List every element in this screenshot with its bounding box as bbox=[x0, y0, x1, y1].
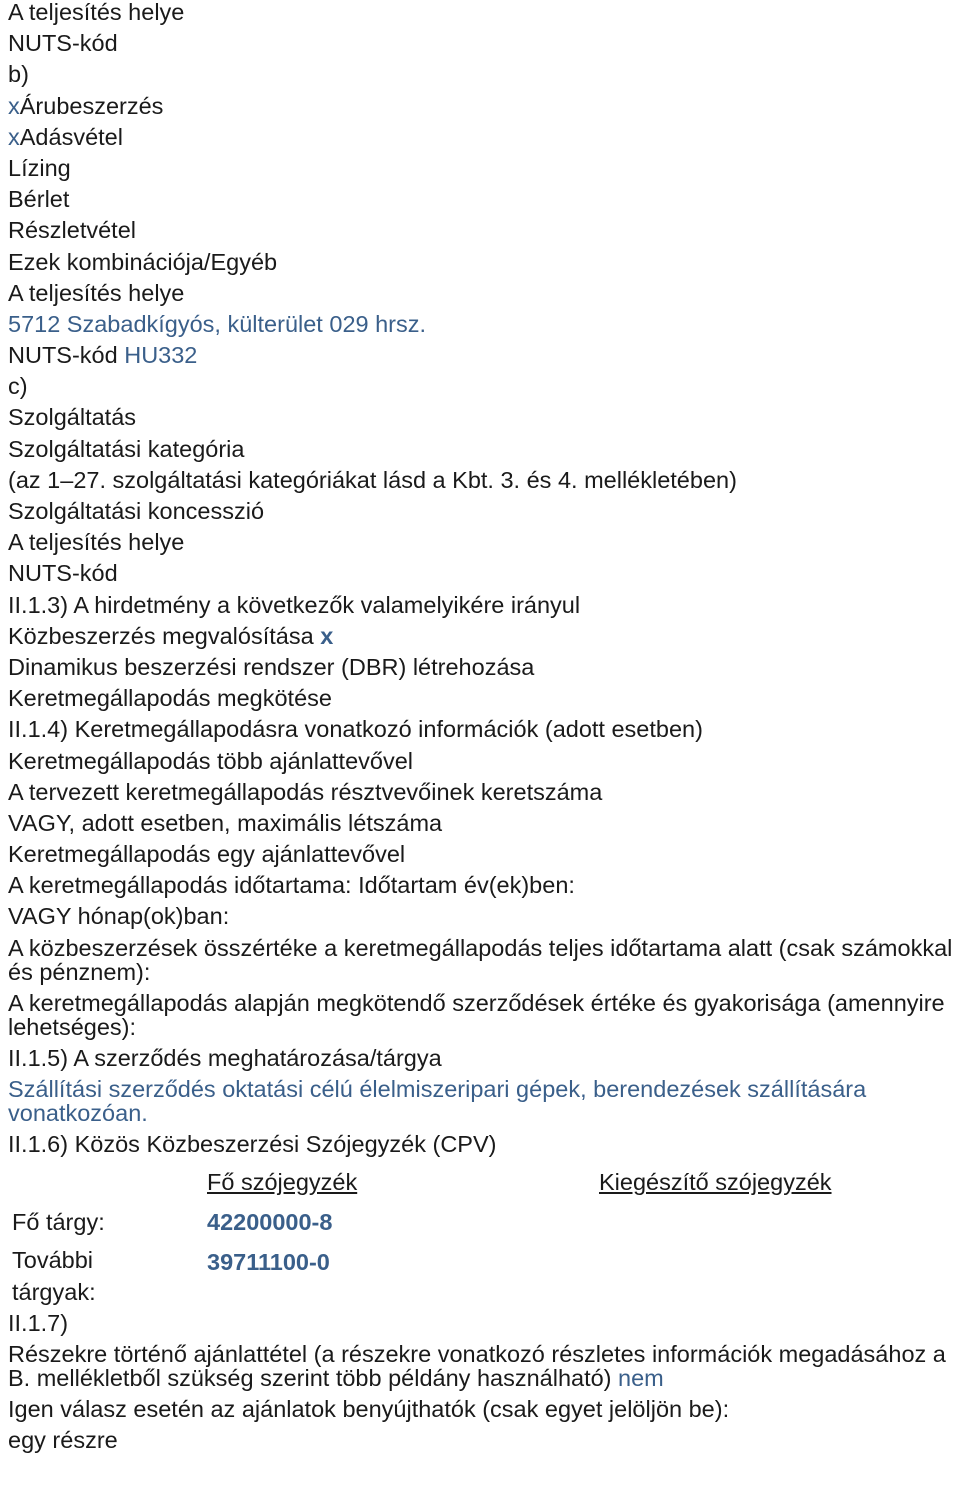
text-line: Lízing bbox=[8, 154, 71, 181]
text-line: Szolgáltatás bbox=[8, 404, 137, 431]
cpv-other-label-line: További bbox=[12, 1247, 93, 1273]
document-page bbox=[8, 0, 958, 1460]
text-line: Ezek kombinációja/Egyéb bbox=[8, 248, 278, 275]
location-value: 5712 Szabadkígyós, külterület 029 hrsz. bbox=[8, 310, 427, 337]
text-line: A teljesítés helye bbox=[8, 0, 185, 25]
cpv-other-code: 39711100-0 bbox=[207, 1249, 330, 1275]
option-label: Közbeszerzés megvalósítása bbox=[8, 622, 321, 649]
text-line: egy részre bbox=[8, 1427, 118, 1454]
paragraph-ertek: A keretmegállapodás alapján megkötendő szerződések értéke és gyakorisága (amennyire lehetséges): bbox=[8, 989, 945, 1040]
text-line: c) bbox=[8, 373, 28, 400]
option-arubeszerzes bbox=[8, 94, 958, 125]
nuts-label: NUTS-kód bbox=[8, 342, 125, 369]
section-heading: II.1.3) A hirdetmény a következők valamelyikére irányul bbox=[8, 591, 581, 618]
text-line: NUTS-kód bbox=[8, 560, 118, 587]
text-line: Bérlet bbox=[8, 186, 70, 213]
cpv-other-label bbox=[12, 1244, 96, 1308]
text-line: Keretmegállapodás megkötése bbox=[8, 685, 332, 712]
cpv-row-main bbox=[8, 1203, 958, 1243]
text-line: Szolgáltatási kategória bbox=[8, 435, 245, 462]
cpv-table-header bbox=[8, 1163, 958, 1203]
contract-subject: Szállítási szerződés oktatási célú élelmiszeripari gépek, berendezések szállítására vonatkozóan. bbox=[8, 1075, 867, 1126]
cpv-col-extra: Kiegészítő szójegyzék bbox=[599, 1169, 832, 1195]
option-label: Árubeszerzés bbox=[19, 92, 164, 119]
section-heading: II.1.4) Keretmegállapodásra vonatkozó információk (adott esetben) bbox=[8, 716, 703, 743]
selected-mark: x bbox=[8, 123, 20, 150]
option-label: Adásvétel bbox=[19, 123, 123, 150]
text-line: Szolgáltatási koncesszió bbox=[8, 498, 265, 524]
text-line: VAGY hónap(ok)ban: bbox=[8, 903, 230, 930]
text-line: Keretmegállapodás több ajánlattevővel bbox=[8, 747, 413, 774]
text-line: (az 1–27. szolgáltatási kategóriákat lásd a Kbt. 3. és 4. mellékletében) bbox=[8, 466, 737, 493]
text-line: NUTS-kód bbox=[8, 30, 118, 57]
text-line: Dinamikus beszerzési rendszer (DBR) létrehozása bbox=[8, 653, 535, 680]
section-heading: II.1.5) A szerződés meghatározása/tárgya bbox=[8, 1044, 442, 1071]
cpv-main-label: Fő tárgy: bbox=[12, 1209, 105, 1235]
cpv-row-other bbox=[8, 1243, 958, 1311]
text-line: A teljesítés helye bbox=[8, 279, 185, 306]
reszek-value: nem bbox=[618, 1365, 664, 1392]
section-heading: II.1.7) bbox=[8, 1310, 69, 1336]
text-line: Részletvétel bbox=[8, 217, 136, 244]
text-line: A teljesítés helye bbox=[8, 529, 185, 556]
nuts-value: HU332 bbox=[124, 342, 198, 369]
selected-mark: x bbox=[8, 92, 20, 119]
cpv-main-code: 42200000-8 bbox=[207, 1209, 333, 1235]
text-line: VAGY, adott esetben, maximális létszáma bbox=[8, 809, 443, 836]
reszek-paragraph bbox=[8, 1342, 958, 1390]
option-adasvetel bbox=[8, 125, 958, 156]
cpv-other-label-line: tárgyak: bbox=[12, 1279, 96, 1305]
text-line: A keretmegállapodás időtartama: Időtartam év(ek)ben: bbox=[8, 872, 575, 899]
text-line: b) bbox=[8, 61, 29, 88]
reszek-text: Részekre történő ajánlattétel (a részekre vonatkozó részletes információk megadásához a B. mellékletből szükség szerint több példány használható) bbox=[8, 1341, 946, 1392]
cpv-col-main: Fő szójegyzék bbox=[207, 1169, 358, 1195]
text-line: Keretmegállapodás egy ajánlattevővel bbox=[8, 841, 406, 868]
text-line: Igen válasz esetén az ajánlatok benyújthatók (csak egyet jelöljön be): bbox=[8, 1396, 730, 1423]
nuts-line bbox=[8, 343, 958, 374]
text-line: A tervezett keretmegállapodás résztvevőinek keretszáma bbox=[8, 778, 603, 805]
selected-mark: x bbox=[320, 622, 334, 649]
paragraph-osszertek: A közbeszerzések összértéke a keretmegállapodás teljes időtartama alatt (csak számokkal és pénznem): bbox=[8, 934, 953, 985]
option-kozbeszerzes bbox=[8, 624, 958, 655]
section-heading: II.1.6) Közös Közbeszerzési Szójegyzék (CPV) bbox=[8, 1130, 497, 1157]
